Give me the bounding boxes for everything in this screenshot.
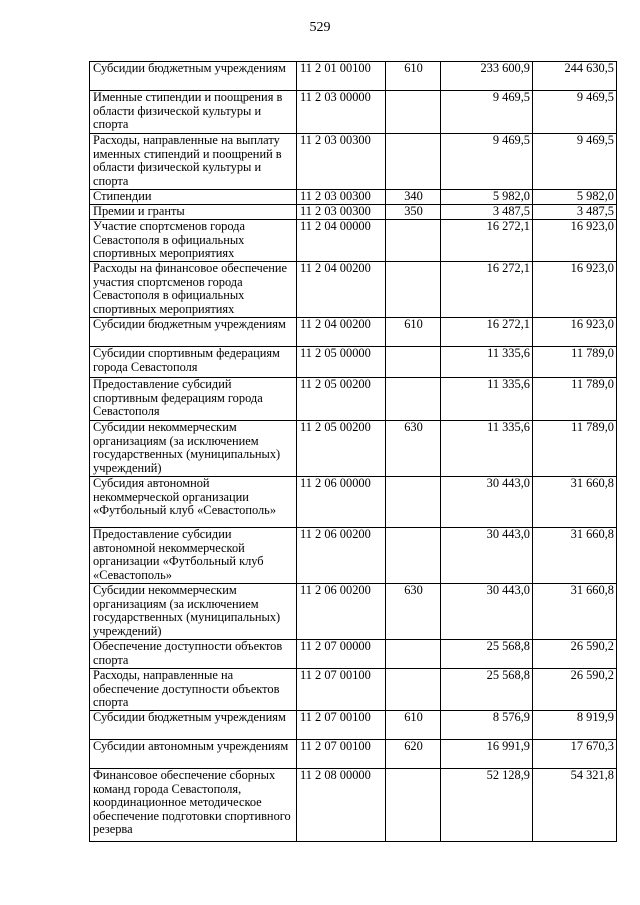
row-name-cell: Субсидии бюджетным учреждениям xyxy=(90,62,297,91)
row-name-cell: Финансовое обеспечение сборных команд города Севастополя, координационное методическое обеспечение подготовки спортивного резерва xyxy=(90,769,297,842)
row-type-cell xyxy=(386,91,441,134)
row-type-cell xyxy=(386,477,441,528)
row-type-cell: 340 xyxy=(386,190,441,205)
row-name-cell: Обеспечение доступности объектов спорта xyxy=(90,640,297,669)
row-type-cell xyxy=(386,220,441,262)
table-row xyxy=(90,477,617,528)
row-code-cell: 11 2 06 00000 xyxy=(297,477,386,528)
row-type-cell: 630 xyxy=(386,584,441,640)
table-row xyxy=(90,262,617,318)
row-code-cell: 11 2 04 00200 xyxy=(297,318,386,347)
row-value1-cell: 9 469,5 xyxy=(441,91,533,134)
row-name-cell: Стипендии xyxy=(90,190,297,205)
row-type-cell: 630 xyxy=(386,421,441,477)
table-row xyxy=(90,220,617,262)
row-value2-cell: 8 919,9 xyxy=(533,711,617,740)
page-number: 529 xyxy=(309,20,331,35)
table-row xyxy=(90,190,617,205)
row-value1-cell: 8 576,9 xyxy=(441,711,533,740)
row-code-cell: 11 2 03 00300 xyxy=(297,190,386,205)
row-value2-cell: 11 789,0 xyxy=(533,421,617,477)
row-value1-cell: 11 335,6 xyxy=(441,421,533,477)
row-value1-cell: 30 443,0 xyxy=(441,477,533,528)
row-value1-cell: 3 487,5 xyxy=(441,205,533,220)
row-name-cell: Субсидия автономной некоммерческой организации «Футбольный клуб «Севастополь» xyxy=(90,477,297,528)
row-value2-cell: 16 923,0 xyxy=(533,220,617,262)
row-value2-cell: 31 660,8 xyxy=(533,477,617,528)
row-value1-cell: 9 469,5 xyxy=(441,134,533,190)
row-code-cell: 11 2 04 00000 xyxy=(297,220,386,262)
row-value2-cell: 16 923,0 xyxy=(533,318,617,347)
row-value2-cell: 9 469,5 xyxy=(533,91,617,134)
row-name-cell: Субсидии некоммерческим организациям (за исключением государственных (муниципальных) учреждений) xyxy=(90,584,297,640)
table-row xyxy=(90,62,617,91)
row-type-cell xyxy=(386,769,441,842)
row-name-cell: Субсидии некоммерческим организациям (за исключением государственных (муниципальных) учреждений) xyxy=(90,421,297,477)
row-code-cell: 11 2 07 00100 xyxy=(297,711,386,740)
row-value1-cell: 25 568,8 xyxy=(441,669,533,711)
table-row xyxy=(90,205,617,220)
row-type-cell: 350 xyxy=(386,205,441,220)
table-row xyxy=(90,740,617,769)
row-name-cell: Предоставление субсидий спортивным федерациям города Севастополя xyxy=(90,378,297,421)
row-value1-cell: 16 991,9 xyxy=(441,740,533,769)
row-value2-cell: 31 660,8 xyxy=(533,528,617,584)
table-row xyxy=(90,584,617,640)
row-value1-cell: 16 272,1 xyxy=(441,220,533,262)
row-value2-cell: 16 923,0 xyxy=(533,262,617,318)
row-code-cell: 11 2 08 00000 xyxy=(297,769,386,842)
row-code-cell: 11 2 05 00000 xyxy=(297,347,386,378)
row-name-cell: Расходы, направленные на выплату именных стипендий и поощрений в области физической культуры и спорта xyxy=(90,134,297,190)
table-row xyxy=(90,640,617,669)
row-value2-cell: 31 660,8 xyxy=(533,584,617,640)
row-value1-cell: 16 272,1 xyxy=(441,262,533,318)
row-value2-cell: 26 590,2 xyxy=(533,640,617,669)
row-name-cell: Расходы на финансовое обеспечение участия спортсменов города Севастополя в официальных спортивных мероприятиях xyxy=(90,262,297,318)
row-code-cell: 11 2 03 00300 xyxy=(297,205,386,220)
row-name-cell: Субсидии бюджетным учреждениям xyxy=(90,318,297,347)
row-name-cell: Субсидии спортивным федерациям города Севастополя xyxy=(90,347,297,378)
row-name-cell: Предоставление субсидии автономной некоммерческой организации «Футбольный клуб «Севастополь» xyxy=(90,528,297,584)
row-code-cell: 11 2 05 00200 xyxy=(297,378,386,421)
row-code-cell: 11 2 06 00200 xyxy=(297,584,386,640)
table-row xyxy=(90,378,617,421)
budget-table-body xyxy=(90,62,617,842)
row-value2-cell: 5 982,0 xyxy=(533,190,617,205)
row-type-cell xyxy=(386,669,441,711)
row-value2-cell: 54 321,8 xyxy=(533,769,617,842)
row-value2-cell: 9 469,5 xyxy=(533,134,617,190)
row-code-cell: 11 2 05 00200 xyxy=(297,421,386,477)
table-row xyxy=(90,711,617,740)
row-name-cell: Именные стипендии и поощрения в области физической культуры и спорта xyxy=(90,91,297,134)
row-type-cell xyxy=(386,134,441,190)
row-name-cell: Премии и гранты xyxy=(90,205,297,220)
row-value1-cell: 11 335,6 xyxy=(441,378,533,421)
row-name-cell: Субсидии бюджетным учреждениям xyxy=(90,711,297,740)
table-row xyxy=(90,669,617,711)
row-value1-cell: 25 568,8 xyxy=(441,640,533,669)
row-code-cell: 11 2 04 00200 xyxy=(297,262,386,318)
row-value1-cell: 5 982,0 xyxy=(441,190,533,205)
row-value2-cell: 17 670,3 xyxy=(533,740,617,769)
row-code-cell: 11 2 06 00200 xyxy=(297,528,386,584)
row-value1-cell: 30 443,0 xyxy=(441,584,533,640)
table-row xyxy=(90,347,617,378)
row-type-cell: 610 xyxy=(386,711,441,740)
row-value2-cell: 26 590,2 xyxy=(533,669,617,711)
table-row xyxy=(90,769,617,842)
row-type-cell: 610 xyxy=(386,62,441,91)
table-row xyxy=(90,421,617,477)
row-type-cell xyxy=(386,378,441,421)
row-value1-cell: 30 443,0 xyxy=(441,528,533,584)
row-code-cell: 11 2 03 00300 xyxy=(297,134,386,190)
row-code-cell: 11 2 03 00000 xyxy=(297,91,386,134)
row-value1-cell: 16 272,1 xyxy=(441,318,533,347)
row-type-cell: 610 xyxy=(386,318,441,347)
row-value1-cell: 233 600,9 xyxy=(441,62,533,91)
row-name-cell: Расходы, направленные на обеспечение доступности объектов спорта xyxy=(90,669,297,711)
row-value1-cell: 52 128,9 xyxy=(441,769,533,842)
budget-table xyxy=(89,61,617,842)
table-row xyxy=(90,134,617,190)
row-code-cell: 11 2 07 00000 xyxy=(297,640,386,669)
row-code-cell: 11 2 07 00100 xyxy=(297,669,386,711)
row-type-cell xyxy=(386,347,441,378)
table-row xyxy=(90,318,617,347)
table-row xyxy=(90,91,617,134)
row-code-cell: 11 2 07 00100 xyxy=(297,740,386,769)
table-row xyxy=(90,528,617,584)
row-name-cell: Участие спортсменов города Севастополя в официальных спортивных мероприятиях xyxy=(90,220,297,262)
row-type-cell xyxy=(386,640,441,669)
row-value2-cell: 11 789,0 xyxy=(533,378,617,421)
row-value1-cell: 11 335,6 xyxy=(441,347,533,378)
row-code-cell: 11 2 01 00100 xyxy=(297,62,386,91)
row-type-cell xyxy=(386,262,441,318)
row-type-cell xyxy=(386,528,441,584)
row-value2-cell: 244 630,5 xyxy=(533,62,617,91)
row-name-cell: Субсидии автономным учреждениям xyxy=(90,740,297,769)
row-value2-cell: 3 487,5 xyxy=(533,205,617,220)
row-type-cell: 620 xyxy=(386,740,441,769)
row-value2-cell: 11 789,0 xyxy=(533,347,617,378)
